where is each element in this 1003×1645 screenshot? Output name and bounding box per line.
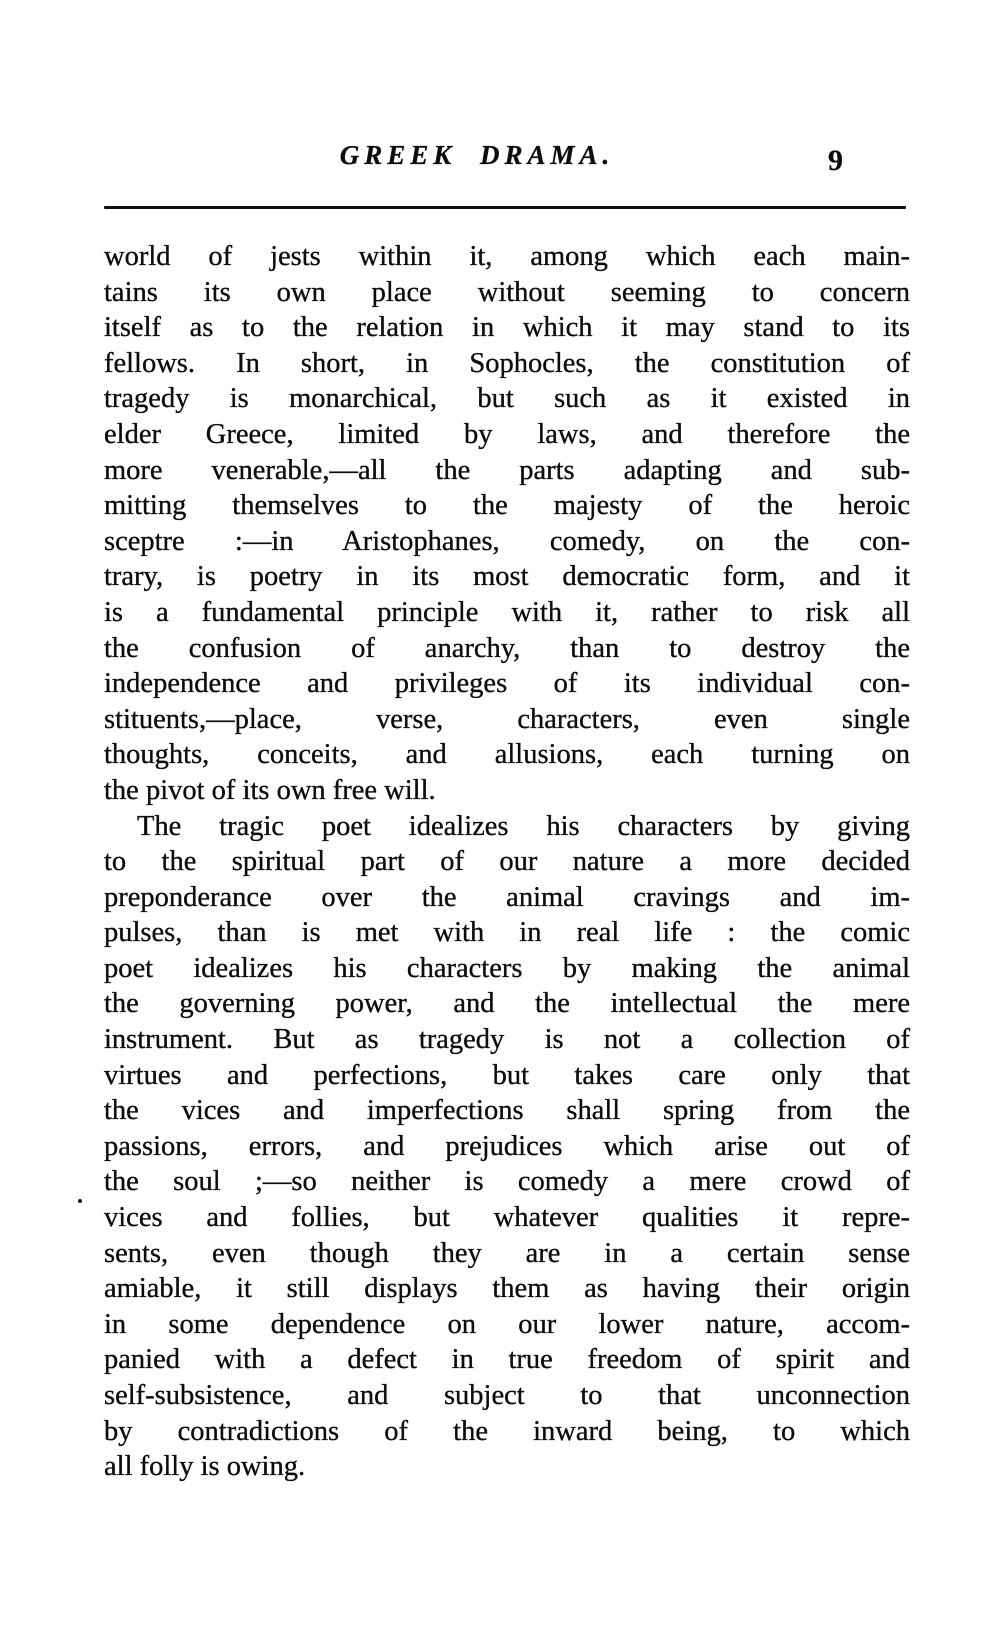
page-number: 9: [828, 144, 843, 177]
text-line: the soul ;—so neither is comedy a mere crowd of: [104, 1166, 910, 1198]
text-line: thoughts, conceits, and allusions, each turning on: [104, 739, 910, 771]
text-line: the confusion of anarchy, than to destroy the: [104, 632, 910, 664]
text-line: amiable, it still displays them as having their origin: [104, 1273, 910, 1305]
ink-speck: [78, 1199, 82, 1203]
text-line: passions, errors, and prejudices which arise out of: [104, 1130, 910, 1162]
text-line: in some dependence on our lower nature, accom-: [104, 1308, 910, 1340]
text-line: pulses, than is met with in real life : the comic: [104, 917, 910, 949]
text-line: vices and follies, but whatever qualities it repre-: [104, 1202, 910, 1234]
paragraph: [104, 809, 910, 1485]
text-line: to the spiritual part of our nature a more decided: [104, 846, 910, 878]
text-line: tains its own place without seeming to concern: [104, 276, 910, 308]
text-line: more venerable,—all the parts adapting and sub-: [104, 454, 910, 486]
text-line: stituents,—place, verse, characters, even single: [104, 703, 910, 735]
text-line: mitting themselves to the majesty of the heroic: [104, 490, 910, 522]
text-line: fellows. In short, in Sophocles, the constitution of: [104, 347, 910, 379]
header-rule: [104, 206, 906, 209]
text-line: elder Greece, limited by laws, and therefore the: [104, 418, 910, 450]
text-line: self-subsistence, and subject to that unconnection: [104, 1380, 910, 1411]
text-line: panied with a defect in true freedom of spirit and: [104, 1344, 910, 1376]
text-line: poet idealizes his characters by making the animal: [104, 952, 910, 984]
text-line: itself as to the relation in which it may stand to its: [104, 312, 910, 344]
text-line: by contradictions of the inward being, to which: [104, 1415, 910, 1447]
text-line: trary, is poetry in its most democratic form, and it: [104, 561, 910, 593]
text-line: virtues and perfections, but takes care only that: [104, 1059, 910, 1091]
text-line: sceptre :—in Aristophanes, comedy, on the con-: [104, 525, 910, 557]
paragraph: [104, 239, 910, 809]
running-title: GREEK DRAMA.: [339, 140, 615, 170]
text-line: the governing power, and the intellectual the mere: [104, 988, 910, 1020]
text-line: independence and privileges of its individual con-: [104, 668, 910, 700]
text-line: tragedy is monarchical, but such as it existed in: [104, 383, 910, 415]
text-line: is a fundamental principle with it, rather to risk all: [104, 596, 910, 628]
text-line: all folly is owing.: [104, 1451, 306, 1483]
text-line: world of jests within it, among which each main-: [104, 241, 910, 272]
text-line: The tragic poet idealizes his characters by giving: [137, 810, 910, 842]
text-line: the vices and imperfections shall spring from the: [104, 1095, 910, 1127]
body-text: [104, 239, 910, 1485]
text-line: the pivot of its own free will.: [104, 774, 436, 806]
text-line: preponderance over the animal cravings and im-: [104, 881, 910, 913]
text-line: instrument. But as tragedy is not a collection of: [104, 1024, 910, 1056]
text-line: sents, even though they are in a certain sense: [104, 1237, 910, 1269]
